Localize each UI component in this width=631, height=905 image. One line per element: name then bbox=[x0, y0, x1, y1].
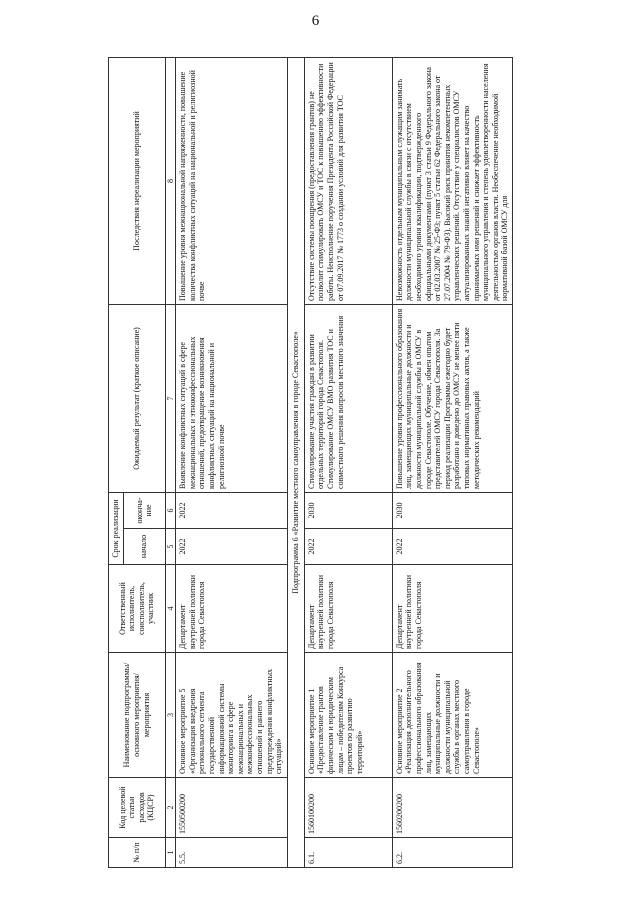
row-consequences: Отсутствие системы поощрения (предоставления грантов) не позволит стимулировать ОМСУ и ТОС к повышению эффективности работы. Неисполнение поручения Президента Российской Федерации от 07.09.2017 № 1773 о создании условий для развития ТОС bbox=[304, 57, 392, 304]
header-kcsr: Код целевой статьи расходов (КЦСР) bbox=[109, 778, 166, 838]
column-number: 7 bbox=[165, 304, 176, 492]
row-executor: Департамент внутренней политики города Севастополя bbox=[176, 565, 288, 653]
row-end: 2030 bbox=[392, 492, 512, 528]
header-consequences: Последствия нереализации мероприятий bbox=[109, 57, 166, 304]
row-number: 6.1. bbox=[304, 838, 392, 868]
row-kcsr: 1560100200 bbox=[304, 778, 392, 838]
table-row bbox=[176, 57, 288, 867]
row-number: 5.5. bbox=[176, 838, 288, 868]
row-consequences: Невозможность отдельным муниципальным служащим занимать должности муниципальной службы в связи с отсутствием необходимого уровня квалификации, подтвержденного официальными документами (пункт 3 статьи 9 Федерального закона от 02.03.2007 № 25-ФЗ; пункт 5 статьи 62 Федерального закона от 27.07.2004 № 79-ФЗ). Высокий риск принятия некомпетентных управленческих решений. Отсутствие у специалистов ОМСУ актуализированных знаний негативно влияет на качество принимаемых ими решений и снижает эффективность муниципального управления и степень удовлетворенности населения деятельностью органов власти. Необеспечение необходимой нормативной базой ОМСУ для bbox=[392, 57, 512, 304]
row-executor: Департамент внутренней политики города Севастополя bbox=[392, 565, 512, 653]
row-start: 2022 bbox=[176, 529, 288, 565]
row-name: Основное мероприятие 5 «Организация внедрения регионального сегмента государственной информационной системы мониторинга в сфере межнациональных и межконфессиональных отношений и раннего предупреждения конфликтных ситуаций» bbox=[176, 653, 288, 778]
header-name: Наименование подпрограммы/ основного мероприятия/ мероприятия bbox=[109, 653, 166, 778]
column-number: 4 bbox=[165, 565, 176, 653]
row-kcsr: 1550500200 bbox=[176, 778, 288, 838]
row-name: Основное мероприятие 1 «Предоставление грантов физическим и юридическим лицам – победителям Конкурса проектов по развитию территорий» bbox=[304, 653, 392, 778]
table-row bbox=[392, 57, 512, 867]
row-result: Выявление конфликтных ситуаций в сфере межнациональных и этноконфессиональных отношений, предотвращение возникновения конфликтных ситуаций на национальной и религиозной почве bbox=[176, 304, 288, 492]
header-executor: Ответственный исполнитель, соисполнитель, участник bbox=[109, 565, 166, 653]
page-number: 6 bbox=[311, 13, 320, 29]
subprogram-title: Подпрограмма 6 «Развитие местного самоуправления в городе Севастополе» bbox=[288, 57, 305, 867]
column-number: 5 bbox=[165, 529, 176, 565]
row-start: 2022 bbox=[392, 529, 512, 565]
header-period: Срок реализации bbox=[109, 492, 124, 564]
row-name: Основное мероприятие 2 «Реализация дополнительного профессионального образования лиц, замещающих муниципальные должности и должности муниципальной службы в органах местного самоуправления в городе Севастополе» bbox=[392, 653, 512, 778]
column-number: 2 bbox=[165, 778, 176, 838]
column-number: 3 bbox=[165, 653, 176, 778]
row-number: 6.2. bbox=[392, 838, 512, 868]
row-end: 2022 bbox=[176, 492, 288, 528]
rotated-table-container bbox=[108, 58, 578, 868]
table-row bbox=[304, 57, 392, 867]
header-end: оконча-ние bbox=[123, 492, 165, 528]
header-no: № п/п bbox=[109, 838, 166, 868]
row-start: 2022 bbox=[304, 529, 392, 565]
header-start: начало bbox=[123, 529, 165, 565]
header-result: Ожидаемый результат (краткое описание) bbox=[109, 304, 166, 492]
header-row bbox=[109, 57, 124, 867]
row-end: 2030 bbox=[304, 492, 392, 528]
column-number: 8 bbox=[165, 57, 176, 304]
row-result: Повышение уровня профессионального образования лиц, замещающих муниципальные должности и должности муниципальной службы в ОМСУ в городе Севастополе. Обучение, обмен опытом представителей ОМСУ города Севастополя. За период реализации Программы ежегодно будет разработано и доведено до ОМСУ не менее пяти типовых нормативных правовых актов, а также методических рекомендаций bbox=[392, 304, 512, 492]
row-kcsr: 1560200200 bbox=[392, 778, 512, 838]
row-consequences: Повышение уровня межнациональной напряженности, повышение количества конфликтных ситуаций на национальной и религиозной почве bbox=[176, 57, 288, 304]
column-number: 1 bbox=[165, 838, 176, 868]
column-number: 6 bbox=[165, 492, 176, 528]
row-result: Стимулирование участия граждан в развитии отдельных территорий города Севастополя. Стимулирование ОМСУ ВМО развития ТОС и совместного решения вопросов местного значения bbox=[304, 304, 392, 492]
subprogram-row bbox=[288, 57, 305, 867]
row-executor: Департамент внутренней политики города Севастополя bbox=[304, 565, 392, 653]
program-table bbox=[108, 57, 513, 868]
column-number-row bbox=[165, 57, 176, 867]
